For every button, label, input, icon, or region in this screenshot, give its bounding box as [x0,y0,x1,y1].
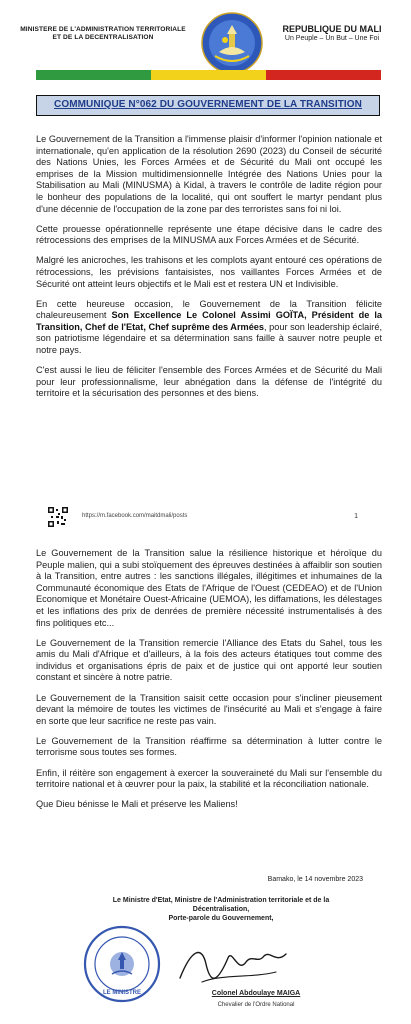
paragraph-text-before: En cette heureuse occasion, le Gouvernement de la Transition félicite chaleureusement [36,298,382,321]
mali-coat-of-arms-emblem [201,12,263,74]
handwritten-signature [172,934,292,994]
ministry-line-1: MINISTERE DE L'ADMINISTRATION TERRITORIALE [20,26,186,33]
republic-name: REPUBLIQUE DU MALI [282,24,382,34]
paragraph-text-after: , pour son leadership éclairé, son patriotisme légendaire et sa détermination sans faille à sauver notre peuple et notre pays. [36,321,383,355]
paragraph: C'est aussi le lieu de féliciter l'ensemble des Forces Armées et de Sécurité du Mali pour leur professionnalisme, leur abnégation dans la défense de l'intégrité du territoire et la sécurisation des personnes et des biens. [36,365,382,399]
ministry-line-2: ET DE LA DECENTRALISATION [52,34,154,41]
ministry-seal-stamp [82,924,162,1004]
dateline: Bamako, le 14 novembre 2023 [267,876,363,883]
flag-yellow-stripe [151,70,266,80]
paragraph: Enfin, il réitère son engagement à exercer la souveraineté du Mali sur l'ensemble du territoire national et à œuvrer pour la paix, la stabilité et la réconciliation nationale. [36,767,382,790]
paragraph: Cette prouesse opérationnelle représente une étape décisive dans le cadre des rétrocessions des emprises de la MINUSMA aux Forces Armées et de Sécurité. [36,223,382,246]
signatory-title-line-1: Le Ministre d'Etat, Ministre de l'Administration territoriale et de la Décentralisation, [112,897,330,913]
qr-code-icon [48,507,68,527]
signatory-title [86,896,356,923]
closing-blessing: Que Dieu bénisse le Mali et préserve les Maliens! [36,799,238,810]
signatory-title-line-2: Porte-parole du Gouvernement, [168,915,274,922]
flag-green-stripe [36,70,151,80]
page-footer [36,505,382,529]
source-url: https://m.facebook.com/maitdmali/posts [82,513,188,519]
national-motto: Un Peuple – Un But – Une Foi [284,35,380,42]
body-page-1 [36,134,382,408]
ministry-name [18,26,188,42]
signatory-distinction: Chevalier de l'Ordre National [217,1002,295,1008]
communique-title: COMMUNIQUE N°062 DU GOUVERNEMENT DE LA TRANSITION [54,99,362,110]
paragraph-congratulations [36,299,382,357]
paragraph: Malgré les anicroches, les trahisons et les complots ayant entouré ces opérations de rétrocessions, les prévisions fantaisistes, nos vaillantes Forces Armées et de Sécurité ont atteint leurs objectifs et le Mali est et restera UN et Indivisible. [36,255,382,289]
signatory-name: Colonel Abdoulaye MAIGA [211,990,301,997]
president-title: Son Excellence Le Colonel Assimi GOÏTA, Président de la Transition, Chef de l'Etat, Chef suprême des Armées [36,310,382,332]
communique-title-box [36,95,380,116]
republic-heading [267,24,397,44]
paragraph: Le Gouvernement de la Transition saisit cette occasion pour s'incliner pieusement devant la mémoire de toutes les victimes de l'insécurité au Mali et s'engage à faire en sorte que leur sacrifice ne reste pas vain. [36,692,382,726]
body-page-2 [36,548,382,819]
paragraph: Le Gouvernement de la Transition a l'immense plaisir d'informer l'opinion nationale et internationale, qu'en application de la résolution 2690 (2023) du Conseil de sécurité des Nations Unies, les Forces Armées et de Sécurité du Mali ont occupé les emprises de la Mission multidimensionnelle Intégrée des Nations Unies pour la Stabilisation au Mali (MINUSMA) à Kidal, à travers le contrôle de ladite région pour le bonheur des populations de la localité, qui ont souffert le martyr pendant plus d'une décennie de l'occupation de la zone par des terroristes sans foi ni loi. [36,134,382,214]
national-flag-bar [36,70,381,80]
svg-text:LE MINISTRE: LE MINISTRE [102,990,142,996]
paragraph: Le Gouvernement de la Transition remercie l'Alliance des Etats du Sahel, tous les amis du Mali d'Afrique et d'ailleurs, à la fois des acteurs étatiques tout comme des individus et organisations épris de paix et de justice qui ont apporté leur soutien constant et sincère à notre patrie. [36,637,382,683]
flag-red-stripe [266,70,381,80]
paragraph: Le Gouvernement de la Transition réaffirme sa détermination à lutter contre le terrorisme sous toutes ses formes. [36,735,382,758]
paragraph: Le Gouvernement de la Transition salue la résilience historique et héroïque du Peuple malien, qui a subi stoïquement des épreuves destinées à affaiblir son soutien à la Transition, entre autres : les sanctions illégales, illégitimes et inhumaines de la Communauté économique des Etats de l'Afrique de l'Ouest (CEDEAO) et de l'Union Economique et Monétaire Ouest-Africaine (UEMOA), les diffamations, les délestages et les inflations des prix de denrées de première nécessité instrumentalisés à des fins politiques etc... [36,548,382,628]
page-number: 1 [354,513,358,520]
